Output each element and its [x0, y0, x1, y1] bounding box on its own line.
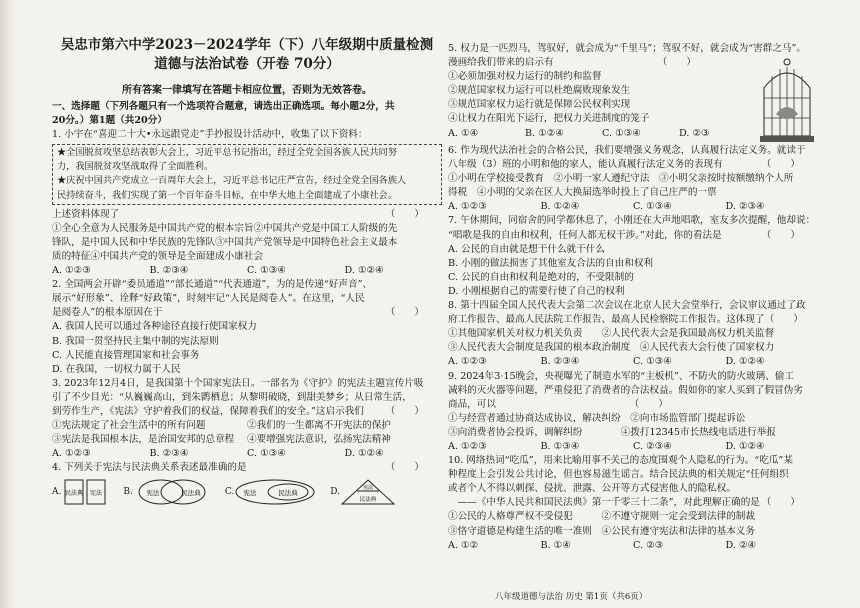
q8-stem-line: 府工作报告、最高人民法院工作报告、最高人民检察院工作报告。这体现了	[448, 314, 765, 326]
q1-option-b[interactable]: B. ②③④	[149, 265, 189, 277]
q1-box-line: ★庆祝中国共产党成立一百周年大会上，习近平总书记庄严宣告，经过全党全国各族人	[57, 175, 407, 187]
q1-box-line: ★全国脱贫攻坚总结表彰大会上，习近平总书记指出，经过全党全国各族人民共同努	[57, 147, 397, 159]
q6-stem-line: 八年级（3）班的小明和他的家人，能认真履行法定义务的表现有	[448, 159, 723, 171]
q4-label-d: D.	[330, 487, 341, 498]
q6-option-b[interactable]: B. ①②④	[540, 201, 580, 213]
q6-answer-bracket: （ ）	[761, 159, 800, 171]
q5-options	[448, 127, 756, 141]
q9-option-a[interactable]: A. ①②③	[448, 440, 487, 452]
q3-stem-line: 引了不少目光：“从巍巍高山，到朱鹮栖息；从黎明破晓，到甜美梦乡；从日常生活，	[52, 391, 412, 403]
q1-statement-line: ①全心全意为人民服务是中国共产党的根本宗旨②中国共产党是中国工人阶级的先	[52, 222, 398, 234]
q2-option-a[interactable]: A. 我国人民可以通过各种途径直接行使国家权力	[52, 321, 257, 333]
q10-statement: ③恪守道德是构建生活的唯一准则 ④公民有遵守宪法和法律的基本义务	[448, 525, 755, 537]
q2-option-d[interactable]: D. 在我国，一切权力属于人民	[52, 363, 181, 375]
q4-diagram-d	[340, 478, 396, 506]
q5-block	[448, 42, 818, 144]
q4-answer-bracket: （ ）	[385, 462, 424, 474]
q10-option-a[interactable]: A. ①②	[448, 539, 479, 551]
q9-option-b[interactable]: B. ①③④	[540, 440, 580, 452]
q4-c-label: 民法典	[278, 489, 299, 498]
q1-stem: 1. 小宇在“喜迎二十大•永远跟党走”手抄报设计活动中，收集了以下资料：	[52, 129, 368, 141]
q5-statement: ④让权力在阳光下运行，把权力关进制度的笼子	[448, 113, 650, 125]
q4-diagram-a	[61, 478, 109, 506]
q6-stem-line: 6. 作为现代法治社会的合格公民，我们要增强义务观念，认真履行法定义务。就读于	[448, 145, 806, 156]
q7-option-d[interactable]: D. 小刚根据自己的需要行使了自己的权利	[448, 285, 625, 297]
q5-option-a[interactable]: A. ①④	[448, 127, 479, 139]
q3-answer-bracket: （ ）	[385, 405, 424, 417]
q6-statement: ①小明在学校接受教育 ②小明一家人遵纪守法 ③小明父亲按时按额缴纳个人所	[448, 173, 794, 185]
q1-option-a[interactable]: A. ①②③	[52, 265, 91, 277]
q4-a-label: 民法典	[65, 490, 84, 498]
q3-statement: ①宪法规定了社会生活中的所有问题	[52, 420, 206, 432]
scan-shadow	[0, 0, 14, 608]
q4-diagram-b	[133, 478, 211, 506]
q5-answer-bracket: （ ）	[657, 57, 696, 69]
q3-option-a[interactable]: A. ①②③	[52, 448, 91, 460]
birdcage-cartoon-illustration	[756, 58, 818, 144]
q4-stem: 4. 下列关于宪法与民法典关系表述最准确的是	[52, 462, 247, 474]
q2-option-c[interactable]: C. 人民能直接管理国家和社会事务	[52, 349, 200, 361]
q5-text	[448, 42, 807, 144]
q6-option-c[interactable]: C. ①③④	[633, 201, 672, 213]
answer-notice: 所有答案一律填写在答题卡相应位置，否则为无效答卷。	[122, 85, 372, 96]
q8-lead-row	[448, 313, 818, 327]
q5-option-b[interactable]: B. ①②④	[525, 127, 564, 139]
right-column	[448, 42, 818, 586]
exam-title-line2: 道德与法治试卷（开卷 70分）	[154, 56, 340, 72]
q9-option-d[interactable]: D. ①②④	[725, 440, 765, 452]
section1-heading-cont: 20分。）第1题（共20分）	[52, 115, 167, 127]
q8-answer-bracket: （ ）	[764, 314, 803, 326]
q7-stem-line: “唱歌是我的自由和权利，任何人都无权干涉。”对此，你的看法是	[448, 229, 722, 241]
q9-options	[448, 440, 818, 454]
q2-stem-line: 2. 全国两会开辟“委员通道”“部长通道”“代表通道”，为的是传递“好声音”、	[52, 279, 373, 291]
q6-option-a[interactable]: A. ①②③	[448, 201, 487, 213]
q8-option-a[interactable]: A. ①②③	[448, 356, 487, 368]
q7-answer-bracket: （ ）	[761, 229, 800, 241]
q2-lead-row	[52, 306, 442, 320]
q1-box-line: 民持续奋斗，我们实现了第一个百年奋斗目标，在中华大地上全面建成了小康社会。	[57, 189, 397, 201]
q4-option-c[interactable]	[225, 478, 316, 506]
q3-statement: ④要增强宪法意识，弘扬宪法精神	[247, 434, 391, 446]
q1-material-box	[52, 144, 442, 204]
q7-option-c[interactable]: C. 公民的自由和权利是绝对的，不受限制的	[448, 271, 634, 283]
exam-title-line1: 吴忠市第六中学2023－2024学年（下）八年级期中质量检测	[60, 37, 434, 53]
q3-option-d[interactable]: D. ①②④	[344, 448, 384, 460]
q1-option-d[interactable]: D. ①②④	[344, 265, 384, 277]
q7-option-b[interactable]: B. 小刚的做法损害了其他室友合法的自由和权利	[448, 257, 654, 269]
q6-options	[448, 200, 818, 214]
q8-option-d[interactable]: D. ①②④	[725, 356, 765, 368]
q1-answer-bracket: （ ）	[385, 208, 424, 220]
left-column	[52, 36, 442, 586]
q9-stem-line: 减料的灭火器等问题，严重侵犯了消费者的合法权益。假如你的家人买到了假冒伪劣	[448, 384, 803, 396]
q5-statement: ①必须加强对权力运行的制约和监督	[448, 71, 602, 83]
q1-options	[52, 264, 442, 278]
section1-heading: 一、选择题（下列各题只有一个选项符合题意，请选出正确选项。每小题2分，共	[52, 101, 395, 112]
q4-stem-row	[52, 461, 442, 475]
q4-b-label: 民法典	[181, 489, 201, 498]
q3-stem-line: 到劳作生产，《宪法》守护着我们的权益，保障着我们的安全。”这启示我们	[52, 405, 364, 417]
q4-option-d[interactable]	[330, 478, 396, 506]
q10-stem-line: 或者个人不得以刺探、侵扰、泄露、公开等方式侵害他人的隐私权。	[448, 483, 736, 495]
q3-statements-row1	[52, 419, 442, 433]
q3-stem-line: 3. 2023年12月4日，是我国第十个国家宪法日。一部名为《守护》的宪法主题宣传片吸	[52, 377, 424, 389]
q4-label-c: C.	[224, 487, 235, 498]
q5-stem-line: 5. 权力是一匹烈马，驾驭好，就会成为“千里马”；驾驭不好，就会成为“害群之马”。	[448, 43, 807, 54]
q5-statement: ②规范国家权力运行可以杜绝腐败现象发生	[448, 85, 631, 97]
q4-option-b[interactable]	[123, 478, 210, 506]
q2-lead: 是阅卷人”的根本原因在于	[52, 307, 163, 319]
q5-statement: ③规范国家权力运行就是保障公民权利实现	[448, 99, 631, 111]
q8-statement: ①其他国家机关对权力机关负责 ②人民代表大会是我国最高权力机关监督	[448, 328, 775, 340]
q2-stem-line: 展示“好形象”、诠释“好政策”，时刻牢记“人民是阅卷人”。在这里，“人民	[52, 293, 365, 305]
q4-c-label: 宪法	[243, 489, 257, 498]
q10-lead-row	[448, 496, 818, 510]
q9-statement: ③向消费者协会投诉，调解纠纷 ④拨打12345市长热线电话进行举报	[448, 426, 776, 438]
q3-option-c[interactable]: C. ①③④	[247, 448, 286, 460]
q6-statement: 得税 ④小明的父亲在区人大换届选举时投上了自己庄严的一票	[448, 187, 717, 199]
q3-statement: ②我们的一生都离不开宪法的保护	[247, 420, 391, 432]
q6-lead-row	[448, 158, 818, 172]
q4-option-a[interactable]	[52, 478, 109, 506]
q7-option-a[interactable]: A. 公民的自由就是想干什么就干什么	[448, 243, 605, 255]
q5-option-c[interactable]: C. ①③④	[602, 127, 641, 139]
q7-lead-row	[448, 229, 818, 243]
q7-stem-line: 7. 午休期间，同宿舍的同学都休息了，小刚还在大声地唱歌，室友多次提醒，他却说：	[448, 215, 816, 227]
q2-option-b[interactable]: B. 我国一贯坚持民主集中制的宪法原则	[52, 335, 219, 347]
q4-d-label: 宪法	[363, 485, 374, 492]
q9-lead-row	[448, 398, 818, 412]
q4-label-b: B.	[123, 487, 133, 498]
q10-stem-line: ——《中华人民共和国民法典》第一千零三十二条”，对此理解正确的是	[448, 497, 760, 509]
q9-option-c[interactable]: C. ②③④	[633, 440, 672, 452]
q4-a-label: 宪法	[90, 490, 103, 498]
q8-option-c[interactable]: C. ①③④	[633, 356, 672, 368]
q10-option-b[interactable]: B. ①④	[540, 539, 571, 551]
q4-b-label: 宪法	[146, 489, 160, 498]
q3-options	[52, 447, 442, 461]
q1-lead: 上述资料体现了	[52, 208, 120, 220]
q10-stem-line: 10. 网络热词“吃瓜”，用来比喻用事不关己的态度围观个人隐私的行为。“吃瓜”某	[448, 455, 793, 467]
q10-options	[448, 539, 818, 553]
q2-answer-bracket: （ ）	[385, 307, 424, 319]
q3-option-b[interactable]: B. ②③④	[149, 448, 189, 460]
q5-option-d[interactable]: D. ②③	[679, 127, 710, 139]
page-footer: 八年级道德与法治 历史 第1页（共6页）	[495, 592, 648, 602]
q10-stem-line: 种程度上会引发公共讨论，但也容易滋生谣言。结合民法典的相关规定“任何组织	[448, 469, 789, 481]
q4-label-a: A.	[52, 487, 62, 498]
q8-options	[448, 355, 818, 369]
q1-box-line: 力，我国脱贫攻坚战取得了全面胜利。	[57, 161, 214, 173]
q10-answer-bracket: （ ）	[761, 497, 800, 509]
q8-statement: ③人民代表大会制度是我国的根本政治制度 ④人民代表大会行使了国家权力	[448, 342, 775, 354]
q4-diagram-c	[234, 478, 316, 506]
q10-option-d[interactable]: D. ②④	[725, 539, 757, 551]
q4-diagram-options	[52, 477, 442, 507]
q1-statement-line: 质的特征④中国共产党的领导是全面建成小康社会	[52, 250, 264, 262]
q5-stem-line: 漫画给我们带来的启示有	[448, 57, 554, 69]
q10-option-c[interactable]: C. ②③	[633, 539, 664, 551]
q10-statement: ①公民的人格尊严权不受侵犯 ②不遵守规则一定会受到法律的制裁	[448, 511, 755, 523]
q3-lead-row	[52, 405, 442, 419]
q3-statement: ③宪法是我国根本法，是治国安邦的总章程	[52, 434, 235, 446]
q1-lead-row	[52, 208, 442, 222]
q4-d-label: 民法典	[359, 497, 377, 504]
q9-stem-line: 9. 2024年3·15晚会，央视曝光了制造水军的“主板机”、不防火的防火玻璃、偷工	[448, 370, 795, 382]
q5-lead-row	[448, 56, 756, 70]
q1-statement-line: 锋队，是中国人民和中华民族的先锋队③中国共产党领导是中国特色社会主义最本	[52, 236, 398, 248]
q9-stem-line: 商品，可以	[448, 398, 496, 410]
q9-answer-bracket: （ ）	[629, 398, 668, 410]
q8-option-b[interactable]: B. ②③④	[540, 356, 580, 368]
q8-stem-line: 8. 第十四届全国人民代表大会第二次会议在北京人民大会堂举行，会议审议通过了政	[448, 300, 806, 312]
q6-option-d[interactable]: D. ②③④	[725, 201, 765, 213]
q9-statement: ①与经营者通过协商达成协议，解决纠纷 ②向市场监管部门提起诉讼	[448, 412, 746, 424]
q1-option-c[interactable]: C. ①③④	[247, 265, 286, 277]
q3-statements-row2	[52, 433, 442, 447]
